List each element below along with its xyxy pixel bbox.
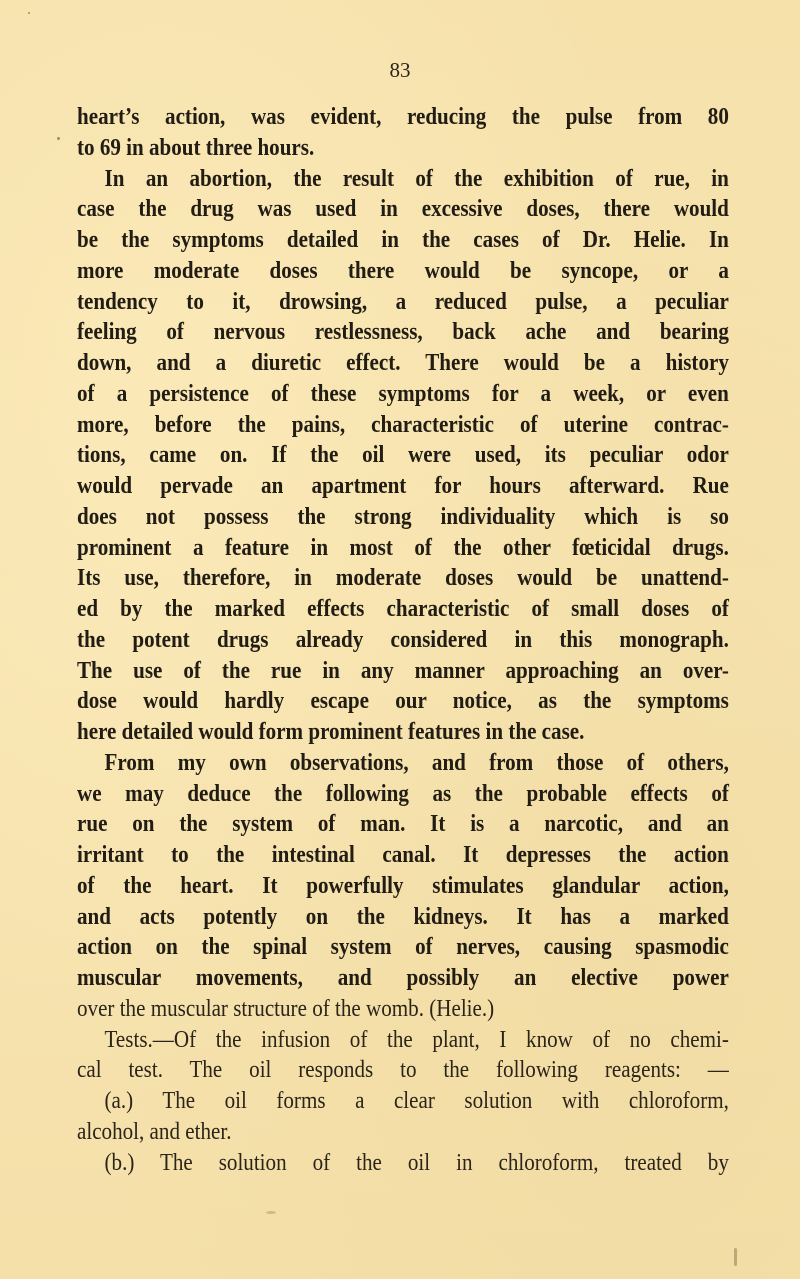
text-line: we may deduce the following as the probable effects of (77, 779, 729, 807)
text-line: Tests.—Of the infusion of the plant, I know of no chemi- (104, 1025, 729, 1053)
text-line: heart’s action, was evident, reducing the pulse from 80 (77, 103, 729, 130)
paper-speck (266, 1211, 276, 1214)
text-line: more moderate doses there would be syncope, or a (77, 256, 729, 284)
text-line: over the muscular structure of the womb. (Helie.) (77, 994, 495, 1022)
text-line: does not possess the strong individuality which is so (77, 502, 729, 530)
paper-speck (734, 1248, 737, 1266)
text-line: muscular movements, and possibly an elective power (77, 964, 729, 991)
text-line: (a.) The oil forms a clear solution with chloroform, (104, 1087, 729, 1114)
text-line: and acts potently on the kidneys. It has a marked (77, 902, 729, 930)
text-line: tions, came on. If the oil were used, its peculiar odor (77, 441, 729, 469)
text-line: would pervade an apartment for hours afterward. Rue (77, 472, 729, 499)
text-line: to 69 in about three hours. (77, 133, 315, 161)
text-line: action on the spinal system of nerves, causing spasmodic (77, 933, 729, 961)
paper-speck (28, 12, 30, 14)
text-line: more, before the pains, characteristic of uterine contrac- (77, 410, 729, 438)
text-line: Its use, therefore, in moderate doses would be unattend- (77, 564, 729, 592)
text-line: prominent a feature in most of the other fœticidal drugs. (77, 533, 729, 561)
text-line: alcohol, and ether. (77, 1117, 232, 1145)
text-line: cal test. The oil responds to the following reagents: — (77, 1056, 729, 1084)
text-line: In an abortion, the result of the exhibition of rue, in (104, 164, 729, 192)
text-line: rue on the system of man. It is a narcotic, and an (77, 810, 729, 838)
text-line: irritant to the intestinal canal. It depresses the action (77, 841, 729, 868)
text-line: ed by the marked effects characteristic of small doses of (77, 595, 729, 622)
text-line: the potent drugs already considered in this monograph. (77, 625, 729, 653)
text-line: of a persistence of these symptoms for a week, or even (77, 379, 729, 407)
page-number: 83 (389, 58, 411, 82)
text-line: feeling of nervous restlessness, back ache and bearing (77, 318, 729, 346)
text-line: here detailed would form prominent features in the case. (77, 718, 585, 745)
text-line: case the drug was used in excessive doses, there would (77, 195, 729, 223)
text-line: From my own observations, and from those of others, (104, 748, 729, 776)
paper-speck (57, 137, 60, 140)
text-line: The use of the rue in any manner approaching an over- (77, 656, 729, 684)
text-line: down, and a diuretic effect. There would be a history (77, 349, 729, 376)
text-line: be the symptoms detailed in the cases of Dr. Helie. In (77, 226, 729, 253)
text-line: of the heart. It powerfully stimulates glandular action, (77, 871, 729, 899)
text-line: (b.) The solution of the oil in chloroform, treated by (104, 1148, 729, 1176)
body-text (77, 102, 729, 1178)
text-line: dose would hardly escape our notice, as the symptoms (77, 687, 729, 715)
text-line: tendency to it, drowsing, a reduced pulse, a peculiar (77, 287, 729, 315)
